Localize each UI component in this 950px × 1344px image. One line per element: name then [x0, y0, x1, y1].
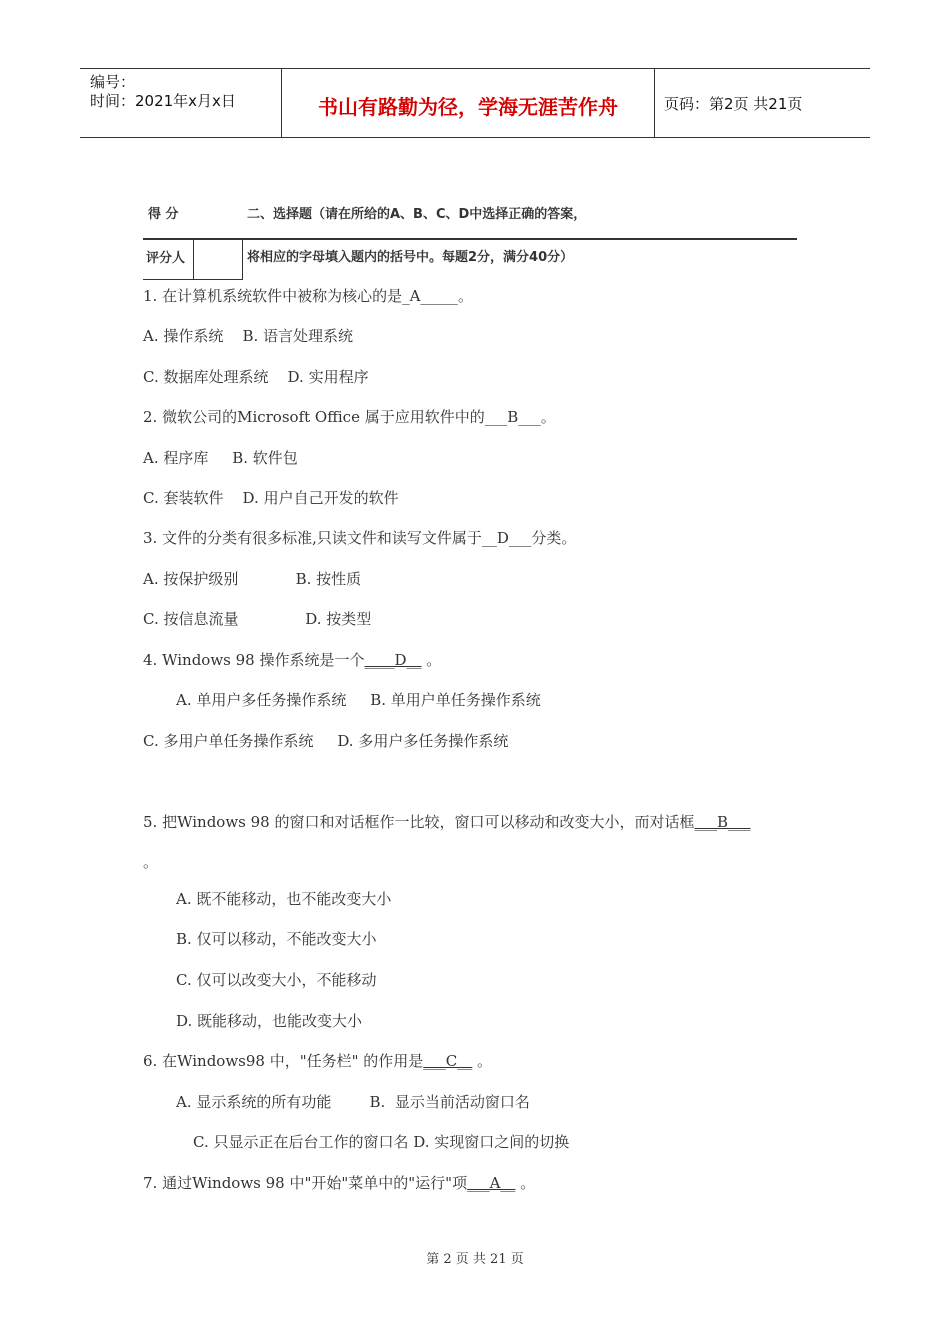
option-line: D. 既能移动，也能改变大小 [176, 1012, 363, 1030]
question-1: 1. 在计算机系统软件中被称为核心的是_A_____。 [143, 287, 473, 305]
option-line: C. 只显示正在后台工作的窗口名 D. 实现窗口之间的切换 [193, 1133, 570, 1151]
option-line: C. 数据库处理系统 D. 实用程序 [143, 368, 369, 386]
question-3: 3. 文件的分类有很多标准,只读文件和读写文件属于__D___分类。 [143, 529, 577, 547]
header-left [90, 73, 236, 111]
option-line: A. 显示系统的所有功能 B. 显示当前活动窗口名 [176, 1093, 530, 1111]
grader-label: 评分人 [146, 251, 186, 266]
question-6: 6. 在Windows98 中，"任务栏" 的作用是___C__ 。 [143, 1052, 493, 1070]
option-line: A. 既不能移动，也不能改变大小 [176, 890, 392, 908]
option-line: A. 单用户多任务操作系统 B. 单用户单任务操作系统 [176, 691, 541, 709]
motto: 书山有路勤为径，学海无涯苦作舟 [318, 95, 618, 119]
page-info: 页码：第2页 共21页 [664, 95, 803, 113]
question-4: 4. Windows 98 操作系统是一个____D__ 。 [143, 651, 442, 669]
score-label: 得 分 [148, 207, 179, 222]
question-7: 7. 通过Windows 98 中"开始"菜单中的"运行"项___A__ 。 [143, 1174, 536, 1192]
question-5: 5. 把Windows 98 的窗口和对话框作一比较，窗口可以移动和改变大小，而对话框___B___ [143, 813, 751, 831]
option-line: A. 按保护级别 B. 按性质 [143, 570, 362, 588]
option-line: C. 按信息流量 D. 按类型 [143, 610, 372, 628]
header-divider [281, 69, 282, 137]
question-2: 2. 微软公司的Microsoft Office 属于应用软件中的___B___。 [143, 408, 556, 426]
option-line: B. 仅可以移动，不能改变大小 [176, 930, 377, 948]
option-line: A. 程序库 B. 软件包 [143, 449, 298, 467]
option-line: A. 操作系统 B. 语言处理系统 [143, 327, 354, 345]
section-title-line1: 二、选择题（请在所给的A、B、C、D中选择正确的答案， [247, 207, 587, 222]
option-line: C. 仅可以改变大小，不能移动 [176, 971, 377, 989]
score-box-divider [193, 238, 194, 280]
option-line: C. 套装软件 D. 用户自己开发的软件 [143, 489, 399, 507]
header-divider [654, 69, 655, 137]
time-label: 时间：2021年x月x日 [90, 92, 236, 110]
section-title-line2: 将相应的字母填入题内的括号中。每题2分，满分40分） [247, 250, 574, 265]
score-box-bottom [143, 279, 243, 280]
code-label: 编号： [90, 73, 136, 91]
option-line: C. 多用户单任务操作系统 D. 多用户多任务操作系统 [143, 732, 509, 750]
score-box-divider [242, 238, 243, 280]
question-5-end: 。 [143, 853, 159, 871]
header-table [80, 68, 870, 138]
page-footer: 第 2 页 共 21 页 [426, 1252, 524, 1267]
